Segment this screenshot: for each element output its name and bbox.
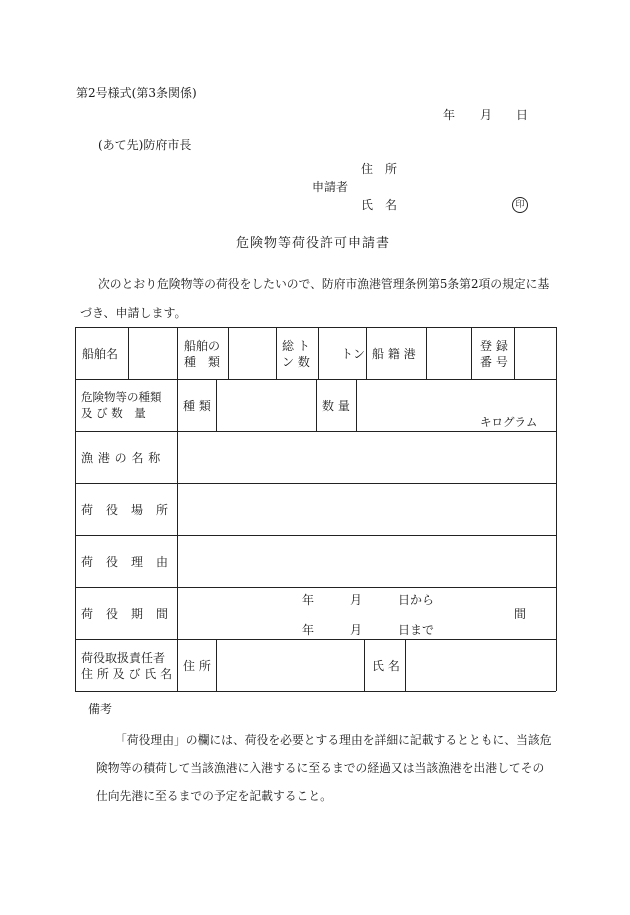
period-end-year: 年 (302, 623, 315, 637)
responsible-address-label: 住 所 (183, 659, 211, 673)
vessel-type-label-line1: 船舶の (184, 339, 221, 353)
loading-reason-label: 荷 役 理 由 (81, 555, 169, 569)
kilogram-unit: キログラム (480, 415, 538, 429)
applicant-label: 申請者 (312, 180, 349, 194)
remarks-line2: 険物等の積荷して当該漁港に入港するに至るまでの経過又は当該漁港を出港してその (96, 761, 545, 775)
gross-tonnage-label-line2: ン 数 (282, 355, 310, 369)
responsible-person-label-line2: 住 所 及 び 氏 名 (81, 667, 173, 681)
hazmat-quantity-label: 数 量 (322, 399, 350, 413)
addressee: (あて先)防府市長 (98, 138, 192, 152)
period-start-day: 日から (398, 593, 435, 607)
period-end-day: 日まで (398, 623, 435, 637)
hazmat-kind-label: 種 類 (183, 399, 211, 413)
responsible-name-label: 氏 名 (372, 659, 400, 673)
date-month-label: 月 (480, 108, 493, 122)
period-duration-unit: 間 (514, 607, 527, 621)
remarks-heading: 備考 (88, 702, 113, 716)
intro-text-line2: づき、申請します。 (80, 306, 187, 320)
hazmat-label-line2: 及 び 数 量 (81, 406, 146, 420)
vessel-type-label-line2: 種 類 (184, 355, 221, 369)
period-start-month: 月 (350, 593, 363, 607)
remarks-line3: 仕向先港に至るまでの予定を記載すること。 (96, 789, 332, 803)
loading-location-label: 荷 役 場 所 (81, 503, 169, 517)
period-end-month: 月 (350, 623, 363, 637)
hazmat-label-line1: 危険物等の種類 (81, 390, 162, 404)
tonnage-unit: トン (341, 347, 366, 361)
applicant-address-label: 住 所 (361, 162, 398, 176)
seal-mark: 印 (512, 197, 528, 213)
responsible-person-label-line1: 荷役取扱責任者 (81, 651, 166, 665)
gross-tonnage-label-line1: 総 ト (282, 339, 310, 353)
loading-period-label: 荷 役 期 間 (81, 607, 169, 621)
registration-number-label-line1: 登 録 (480, 339, 508, 353)
applicant-name-label: 氏 名 (361, 198, 398, 212)
port-name-label: 漁 港 の 名 称 (81, 451, 161, 465)
date-day-label: 日 (516, 108, 529, 122)
form-number: 第2号様式(第3条関係) (76, 86, 197, 100)
intro-text-line1: 次のとおり危険物等の荷役をしたいので、防府市漁港管理条例第5条第2項の規定に基 (98, 277, 550, 291)
document-title: 危険物等荷役許可申請書 (236, 236, 391, 251)
registry-port-label: 船 籍 港 (372, 347, 416, 361)
vessel-name-label: 船舶名 (82, 347, 119, 361)
period-start-year: 年 (302, 593, 315, 607)
remarks-line1: 「荷役理由」の欄には、荷役を必要とする理由を詳細に記載するとともに、当該危 (115, 733, 552, 747)
registration-number-label-line2: 番 号 (480, 355, 508, 369)
date-year-label: 年 (443, 108, 456, 122)
